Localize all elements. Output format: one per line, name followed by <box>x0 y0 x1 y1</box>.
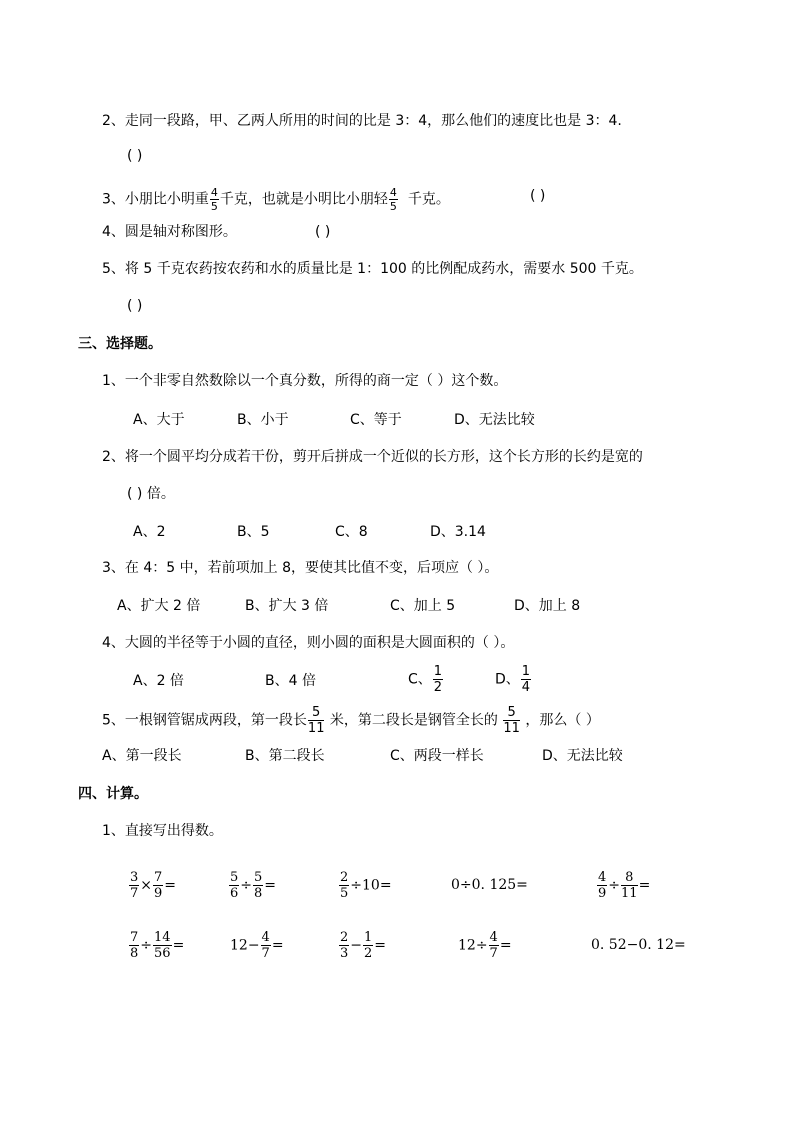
choice-q1: 1、一个非零自然数除以一个真分数，所得的商一定（ ）这个数。 <box>102 373 508 389</box>
judge-q2-paren[interactable]: ( ) <box>127 148 143 164</box>
judge-q3-paren[interactable]: ( ) <box>530 188 546 204</box>
judge-q5-paren[interactable]: ( ) <box>127 298 143 314</box>
choice-q4: 4、大圆的半径等于小圆的直径，则小圆的面积是大圆面积的（ ）。 <box>102 635 515 651</box>
judge-q3-post: 千克。 <box>407 191 450 208</box>
choice-q2-line2: ( ) 倍。 <box>127 486 175 502</box>
section4-sub1: 1、直接写出得数。 <box>102 823 223 839</box>
fraction: $\frac{1}{2}$ <box>433 664 443 695</box>
fraction: $\frac{14}{56}$ <box>154 930 171 961</box>
fraction: $\frac{8}{11}$ <box>621 870 638 901</box>
calc-r1-c5: $\frac{4}{9}$ ÷ $\frac{8}{11}$ = <box>598 870 651 901</box>
judge-q4: 4、圆是轴对称图形。 <box>102 224 237 240</box>
choice-q1-option-c[interactable]: C、等于 <box>350 412 402 428</box>
fraction: $\frac{1}{2}$ <box>364 930 373 961</box>
calc-r2-c5: 0. 52−0. 12= <box>591 937 686 953</box>
choice-q2-option-d[interactable]: D、3.14 <box>430 524 486 540</box>
judge-q3-pre: 3、小朋比小明重 <box>102 191 209 208</box>
fraction: $\frac{5}{8}$ <box>254 870 263 901</box>
choice-q5: 5、一根钢管锯成两段，第一段长 $\frac{5}{11}$ 米，第二段长是钢管全长的 $\frac{5}{11}$ ，那么（ ） <box>102 705 600 736</box>
choice-q4-option-b[interactable]: B、4 倍 <box>265 673 316 689</box>
choice-q5-option-d[interactable]: D、无法比较 <box>542 748 623 764</box>
fraction: $\frac{1}{4}$ <box>521 664 531 695</box>
choice-q1-option-b[interactable]: B、小于 <box>237 412 289 428</box>
choice-q3-option-c[interactable]: C、加上 5 <box>390 598 456 614</box>
section4-title: 四、计算。 <box>78 786 148 802</box>
choice-q5-option-a[interactable]: A、第一段长 <box>102 748 182 764</box>
calc-r2-c3: $\frac{2}{3}$ − $\frac{1}{2}$ = <box>340 930 387 961</box>
fraction: $\frac{2}{3}$ <box>340 930 349 961</box>
choice-q2-option-c[interactable]: C、8 <box>335 524 368 540</box>
judge-q5: 5、将 5 千克农药按农药和水的质量比是 1：100 的比例配成药水，需要水 500 千克。 <box>102 261 643 277</box>
fraction: $\frac{4}{7}$ <box>489 930 498 961</box>
choice-q5-option-b[interactable]: B、第二段长 <box>245 748 325 764</box>
fraction: $\frac{4}{9}$ <box>598 870 607 901</box>
choice-q5-option-c[interactable]: C、两段一样长 <box>390 748 484 764</box>
judge-q3 <box>102 186 450 213</box>
choice-q1-option-d[interactable]: D、无法比较 <box>454 412 535 428</box>
fraction: $\frac{2}{5}$ <box>340 870 349 901</box>
fraction: $\frac{7}{9}$ <box>154 870 163 901</box>
calc-r1-c3: $\frac{2}{5}$ ÷10= <box>340 870 392 901</box>
calc-r2-c4: 12÷ $\frac{4}{7}$ = <box>458 930 512 961</box>
calc-r2-c1: $\frac{7}{8}$ ÷ $\frac{14}{56}$ = <box>130 930 185 961</box>
fraction: $\frac{4}{5}$ <box>210 186 218 213</box>
choice-q1-option-a[interactable]: A、大于 <box>133 412 185 428</box>
choice-q2: 2、将一个圆平均分成若干份，剪开后拼成一个近似的长方形，这个长方形的长约是宽的 <box>102 449 643 465</box>
choice-q4-option-a[interactable]: A、2 倍 <box>133 673 184 689</box>
choice-q3: 3、在 4：5 中，若前项加上 8，要使其比值不变，后项应（ ）。 <box>102 560 499 576</box>
choice-q3-option-b[interactable]: B、扩大 3 倍 <box>245 598 329 614</box>
fraction: $\frac{3}{7}$ <box>130 870 139 901</box>
fraction: $\frac{5}{11}$ <box>503 705 520 736</box>
choice-q3-option-a[interactable]: A、扩大 2 倍 <box>117 598 201 614</box>
judge-q3-mid: 千克，也就是小明比小朋轻 <box>219 191 388 208</box>
fraction: $\frac{7}{8}$ <box>130 930 139 961</box>
calc-r1-c2: $\frac{5}{6}$ ÷ $\frac{5}{8}$ = <box>230 870 277 901</box>
fraction: $\frac{5}{11}$ <box>307 705 325 736</box>
choice-q3-option-d[interactable]: D、加上 8 <box>514 598 581 614</box>
judge-q4-paren[interactable]: ( ) <box>315 224 331 240</box>
choice-q2-option-a[interactable]: A、2 <box>133 524 166 540</box>
judge-q2: 2、走同一段路，甲、乙两人所用的时间的比是 3：4，那么他们的速度比也是 3：4. <box>102 113 622 129</box>
fraction: $\frac{4}{5}$ <box>389 186 397 213</box>
fraction: $\frac{4}{7}$ <box>261 930 270 961</box>
fraction: $\frac{5}{6}$ <box>230 870 239 901</box>
choice-q4-option-d[interactable]: D、 $\frac{1}{4}$ <box>495 664 531 695</box>
choice-q4-option-c[interactable]: C、 $\frac{1}{2}$ <box>408 664 443 695</box>
section3-title: 三、选择题。 <box>78 336 162 352</box>
calc-r1-c4: 0÷0. 125= <box>451 877 528 893</box>
choice-q2-option-b[interactable]: B、5 <box>237 524 270 540</box>
calc-r2-c2: 12− $\frac{4}{7}$ = <box>230 930 284 961</box>
calc-r1-c1: $\frac{3}{7}$ × $\frac{7}{9}$ = <box>130 870 177 901</box>
